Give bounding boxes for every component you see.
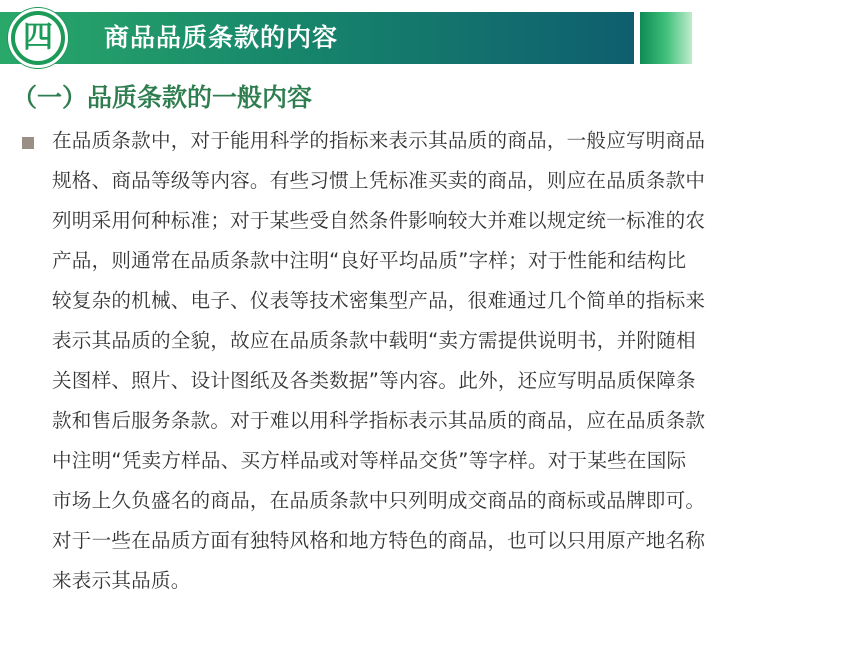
square-bullet-icon: [22, 137, 34, 149]
section-number-char: 四: [15, 15, 61, 61]
paragraph-line: 关图样、照片、设计图纸及各类数据”等内容。此外，还应写明品质保障条: [52, 369, 696, 392]
paragraph-line: 规格、商品等级等内容。有些习惯上凭标准买卖的商品，则应在品质条款中: [52, 169, 706, 192]
paragraph-line: 产品，则通常在品质条款中注明“良好平均品质”字样；对于性能和结构比: [52, 249, 687, 272]
page-title: 商品品质条款的内容: [104, 23, 339, 52]
paragraph-line: 来表示其品质。: [52, 569, 191, 592]
paragraph-line: 列明采用何种标准；对于某些受自然条件影响较大并难以规定统一标准的农: [52, 209, 706, 232]
paragraph-line: 较复杂的机械、电子、仪表等技术密集型产品，很难通过几个简单的指标来: [52, 289, 706, 312]
paragraph-line: 款和售后服务条款。对于难以用科学指标表示其品质的商品，应在品质条款: [52, 409, 706, 432]
body-paragraph: [52, 121, 847, 601]
section-number-badge: [8, 8, 68, 68]
paragraph-line: 市场上久负盛名的商品，在品质条款中只列明成交商品的商标或品牌即可。: [52, 489, 706, 512]
paragraph-line: 在品质条款中，对于能用科学的指标来表示其品质的商品，一般应写明商品: [52, 129, 706, 152]
paragraph-line: 对于一些在品质方面有独特风格和地方特色的商品，也可以只用原产地名称: [52, 529, 706, 552]
paragraph-line: 表示其品质的全貌，故应在品质条款中载明“卖方需提供说明书，并附随相: [52, 329, 696, 352]
paragraph-line: 中注明“凭卖方样品、买方样品或对等样品交货”等字样。对于某些在国际: [52, 449, 687, 472]
section-heading: （一）品质条款的一般内容: [12, 83, 313, 112]
banner-accent-block: [640, 12, 692, 64]
